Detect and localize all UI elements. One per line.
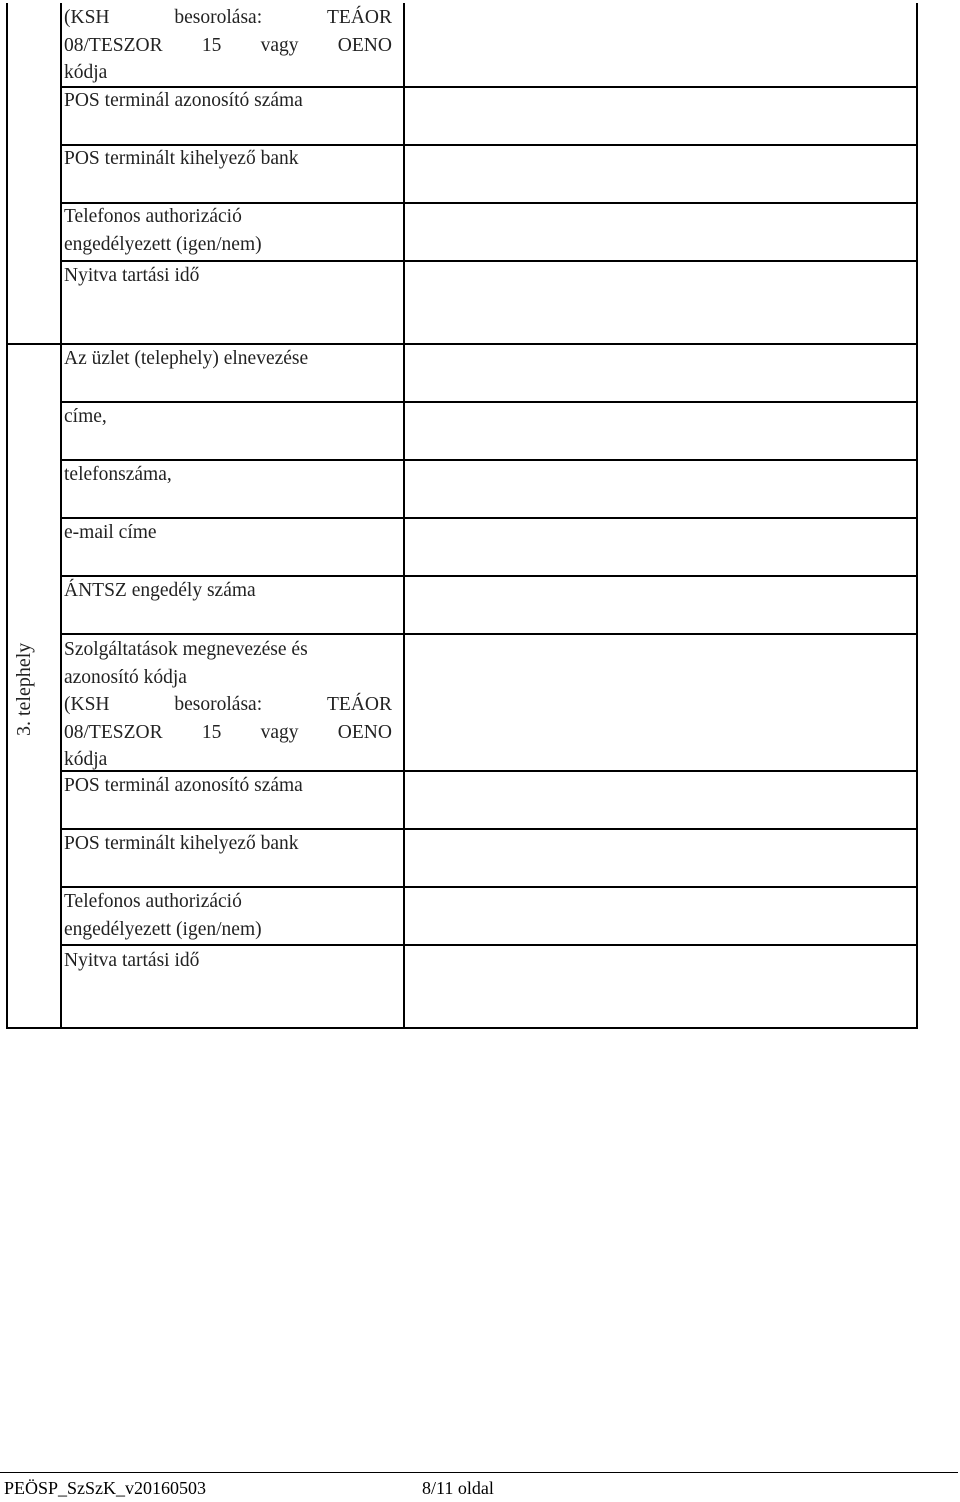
ksh-word: besorolása: [174, 7, 263, 28]
antsz-permit-label: ÁNTSZ engedély száma [64, 580, 256, 601]
footer-rule [0, 1472, 958, 1473]
page-number: 8/11 oldal [422, 1478, 494, 1498]
services-line-2: azonosító kódja [64, 666, 187, 688]
pos-bank-label: POS terminált kihelyező bank [64, 148, 299, 169]
ksh-line-3: kódja [64, 62, 108, 83]
label-column-rule [60, 3, 62, 1027]
ksh-line-2 [64, 32, 392, 60]
row-separator [60, 633, 916, 635]
pos-terminal-id-label: POS terminál azonosító száma [64, 775, 303, 796]
row-separator [60, 944, 916, 946]
ksh-word: TEÁOR [327, 694, 392, 715]
ksh-word: 08/TESZOR [64, 34, 163, 56]
phone-auth-line-1: Telefonos authorizáció [64, 206, 242, 227]
phone-authorization-label [64, 203, 392, 258]
ksh-line-3: kódja [64, 749, 108, 770]
ksh-word: (KSH [64, 694, 110, 715]
ksh-word: 15 [201, 721, 222, 743]
ksh-word: 15 [201, 34, 222, 56]
opening-hours-label: Nyitva tartási idő [64, 950, 200, 971]
ksh-word: OENO [337, 721, 392, 743]
address-label: címe, [64, 406, 107, 427]
document-id: PEÖSP_SzSzK_v20160503 [4, 1478, 207, 1498]
ksh-word: (KSH [64, 7, 110, 28]
ksh-word: TEÁOR [327, 7, 392, 28]
opening-hours-label: Nyitva tartási idő [64, 265, 200, 286]
ksh-line-2 [64, 719, 392, 747]
ksh-word: vagy [260, 34, 299, 56]
ksh-line-1 [64, 691, 392, 719]
email-label: e-mail címe [64, 522, 157, 543]
shop-name-label: Az üzlet (telephely) elnevezése [64, 348, 309, 369]
pos-bank-label: POS terminált kihelyező bank [64, 833, 299, 854]
pos-terminal-id-label: POS terminál azonosító száma [64, 90, 303, 111]
services-line-1: Szolgáltatások megnevezése és [64, 639, 308, 660]
phone-label: telefonszáma, [64, 464, 172, 485]
ksh-word: OENO [337, 34, 392, 56]
ksh-word: vagy [260, 721, 299, 743]
phone-auth-line-2: engedélyezett (igen/nem) [64, 233, 262, 255]
phone-auth-line-1: Telefonos authorizáció [64, 891, 242, 912]
ksh-word: 08/TESZOR [64, 721, 163, 743]
ksh-line-1 [64, 4, 392, 32]
field-column-rule [403, 3, 405, 1027]
ksh-classification-field [64, 4, 392, 87]
phone-authorization-label [64, 888, 392, 943]
phone-auth-line-2: engedélyezett (igen/nem) [64, 918, 262, 940]
ksh-word: besorolása: [174, 694, 263, 715]
services-field [64, 636, 392, 774]
site-3-label: 3. telephely [13, 642, 35, 736]
